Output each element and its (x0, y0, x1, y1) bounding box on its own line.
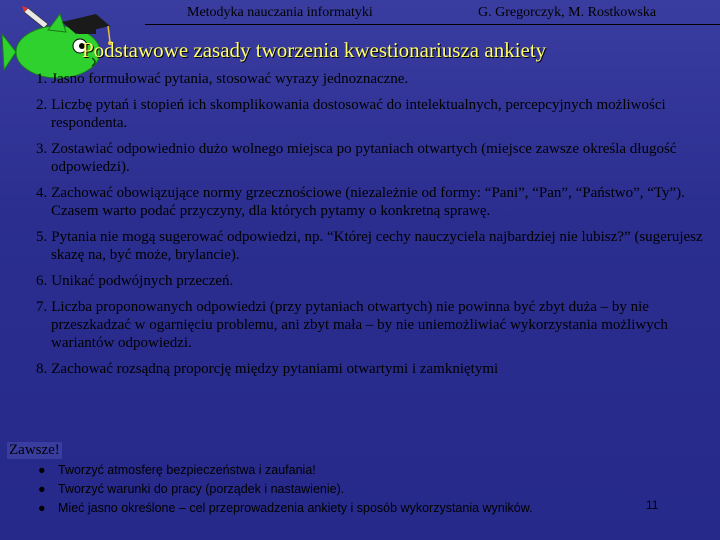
item-text: Zachować obowiązujące normy grzecznościowe (niezależnie od formy: “Pani”, “Pan”, “Państwo”, “Ty”). Czasem warto podać przyczyny, dla których pytamy o konkretną sprawę. (51, 185, 685, 219)
item-number: 2. (36, 97, 48, 113)
list-item (36, 70, 716, 88)
list-item (36, 96, 716, 132)
item-number: 6. (36, 273, 48, 289)
list-item (36, 298, 716, 352)
header-course-title: Metodyka nauczania informatyki (187, 5, 373, 20)
bullet-dot-icon: ● (38, 482, 46, 496)
item-number: 7. (36, 299, 48, 315)
rules-list (36, 70, 716, 386)
always-bullet-list (38, 461, 628, 518)
bullet-text: Tworzyć atmosferę bezpieczeństwa i zaufania! (58, 463, 316, 477)
list-item (36, 228, 716, 264)
bullet-text: Mieć jasno określone – cel przeprowadzenia ankiety i sposób wykorzystania wyników. (58, 501, 533, 515)
item-text: Liczbę pytań i stopień ich skomplikowania dostosować do intelektualnych, percepcyjnych możliwości respondenta. (51, 97, 666, 131)
slide-title: Podstawowe zasady tworzenia kwestionariusza ankiety (82, 38, 547, 62)
item-text: Zostawiać odpowiednio dużo wolnego miejsca po pytaniach otwartych (miejsce zawsze określa długość odpowiedzi). (51, 141, 677, 175)
bullet-text: Tworzyć warunki do pracy (porządek i nastawienie). (58, 482, 345, 496)
bullet-item (38, 480, 628, 499)
item-text: Unikać podwójnych przeczeń. (51, 273, 234, 289)
item-number: 1. (36, 71, 48, 87)
always-heading: Zawsze! (9, 442, 60, 458)
header-authors: G. Gregorczyk, M. Rostkowska (478, 5, 657, 20)
page-number: 11 (646, 498, 659, 512)
item-number: 4. (36, 185, 48, 201)
bullet-item (38, 461, 628, 480)
item-number: 5. (36, 229, 48, 245)
list-item (36, 140, 716, 176)
item-text: Zachować rozsądną proporcję między pytaniami otwartymi i zamkniętymi (51, 361, 499, 377)
bullet-dot-icon: ● (38, 501, 46, 515)
bullet-item (38, 499, 628, 518)
bullet-dot-icon: ● (38, 463, 46, 477)
item-text: Jasno formułować pytania, stosować wyrazy jednoznaczne. (51, 71, 409, 87)
item-number: 8. (36, 361, 48, 377)
item-number: 3. (36, 141, 48, 157)
item-text: Liczba proponowanych odpowiedzi (przy pytaniach otwartych) nie powinna być zbyt duża – by nie przeszkadzać w ogarnięciu problemu, ani zbyt mała – by nie uniemożliwiać wykorzystania możliwych wariantów odpowiedzi. (51, 299, 668, 351)
list-item (36, 272, 716, 290)
item-text: Pytania nie mogą sugerować odpowiedzi, np. “Której cechy nauczyciela najbardziej nie lubisz?” (sugerujesz skazę na, być może, brylancie). (51, 229, 703, 263)
list-item (36, 360, 716, 378)
list-item (36, 184, 716, 220)
